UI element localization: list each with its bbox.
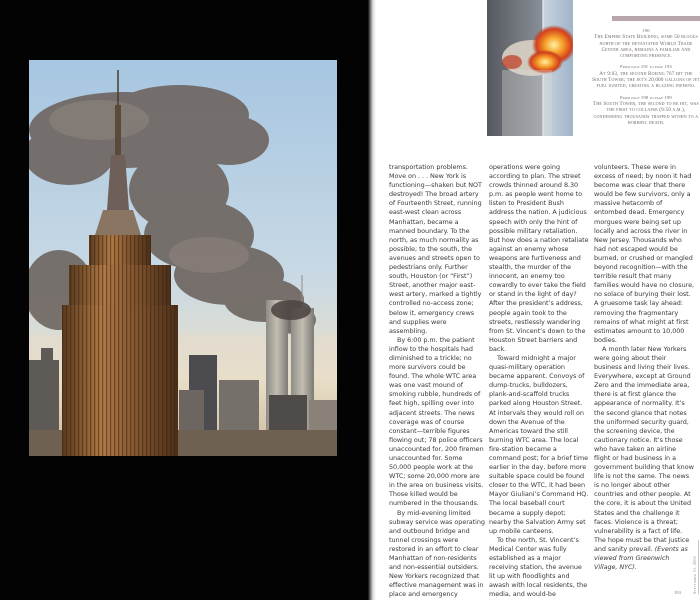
running-footer: September 11, 2001 bbox=[692, 540, 699, 594]
body-column-1 bbox=[389, 163, 485, 600]
caption-page-ref: From page 198 to page 199 bbox=[620, 94, 672, 100]
paragraph bbox=[594, 345, 694, 572]
caption-text: The South Tower, the second to be hit, was the first to collapse (9:50 a.m.), condemning thousands trapped within to a horrific death. bbox=[593, 100, 699, 126]
photo-illustration bbox=[29, 60, 337, 456]
paragraph: Toward midnight a major quasi-military operation became apparent. Convoys of dump-trucks, bulldozers, plank-and-scaffold trucks parked along Houston Street. At intervals they would roll on down the Avenue of the Americas toward the still burning WTC area. The local fire-station became a command post; for a brief time earlier in the day, before more suitable space could be found closer to the WTC, it had been Mayor Giuliani’s Command HQ. The local baseball court became a supply depot; nearby the Salvation Army set up mobile canteens. bbox=[489, 353, 589, 535]
dateline-note: (Events as viewed from Greenwich Village, NYC). bbox=[594, 544, 688, 572]
caption-page-ref: From page 191 to page 193 bbox=[620, 64, 672, 70]
south-tower-fireball-photo bbox=[487, 0, 573, 136]
body-column-2 bbox=[489, 163, 589, 600]
caption-text: At 9:03, the second Boeing 767 hit the South Tower; the jet's 20,000 gallons of jet fuel ignited, creating a blazing inferno. bbox=[592, 70, 700, 90]
page-gutter bbox=[368, 0, 376, 600]
paragraph: volunteers. These were in excess of need; by noon it had become was clear that there would be few survivors, only a massive hetacomb of entombed dead. Emergency morgues were being set up locally and across the river in New Jersey. Thousands who had not escaped would be burned, or crushed or mangled beyond recognition—with the terrible result that many families would have no closure, no solace of burying their lost. A gruesome task lay ahead: removing the fragmentary remains of what might at first estimates amount to 10,000 bodies. bbox=[594, 163, 694, 344]
page-number: 193 bbox=[674, 590, 681, 595]
paragraph-text: A month later New Yorkers were going about their business and living their lives. Everywhere, except at Ground Zero and the immediate area, there is at first glance the appearance of normality. It’s the second glance that notes the uniformed security guard, the screening device, the cautionary notice. It’s those who have taken an airline flight or had business in a government building that know life is not the same. The news is no longer about other countries and other people. At the core, it is about the United States and the challenge it faces. Violence is a threat; vulnerability is a fact of life. The hope must be that justice and sanity prevail. bbox=[594, 344, 694, 553]
paragraph: To the north, St. Vincent’s Medical Center was fully established as a major receiving station, the avenue lit up with floodlights and awash with local residents, the media, and would-be bbox=[489, 535, 588, 599]
caption-page-ref: 190 bbox=[642, 28, 650, 33]
paragraph: By 6:00 p.m. the patient inflow to the hospitals had diminished to a trickle; no more survivors could be found. The whole WTC area was one vast mound of smoking rubble, hundreds of feet high, spilling over into adjacent streets. The news coverage was of course constant—terrible figures flowing out; 78 police officers unaccounted for, 200 firemen unaccounted for. Some 50,000 people work at the WTC; some 20,000 more are in the area on business visits. Those killed would be numbered in the thousands. bbox=[389, 335, 484, 508]
fireball-illustration bbox=[487, 0, 573, 136]
paragraph: operations were going according to plan. The street crowds thinned around 8.30 p.m. as people went home to listen to President Bush address the nation. A judicious speech with only the hint of possible military retaliation. But how does a nation retaliate against an enemy whose weapons are furtiveness and stealth, the murder of the innocent, an enemy too cowardly to ever take the field or stand in the light of day? After the president’s address, people again took to the streets, restlessly wandering from St. Vincent’s down to the Houston Street barriers and back. bbox=[489, 163, 589, 353]
empire-state-wtc-photo bbox=[29, 60, 337, 456]
caption-block bbox=[592, 95, 700, 126]
caption-block bbox=[592, 64, 700, 89]
paragraph: By mid-evening limited subway service was operating and outbound bridge and tunnel crossings were restored in an effort to clear Manhattan of non-residents and non-essential outsiders. New Yorkers recognized that effective management was in place and emergency bbox=[389, 508, 485, 599]
body-column-3 bbox=[594, 163, 694, 572]
caption-rule bbox=[612, 16, 700, 21]
photo-captions bbox=[592, 28, 700, 131]
caption-block bbox=[592, 28, 700, 59]
paragraph: transportation problems. Move on . . . New York is functioning—shaken but NOT destroyed! The broad artery of Fourteenth Street, running east-west clean across Manhattan, became a manned boundary. To the north, as much normality as possible; to the south, the avenues and streets open to pedestrians only. Further south, Houston (or “First”) Street, another major east-west artery, marked a tightly controlled no-access zone; below it, emergency crews and supplies were assembling. bbox=[389, 163, 482, 335]
caption-text: The Empire State Building, some 50 blocks north of the devastated World Trade Center area, remains a familiar and comforting presence. bbox=[594, 34, 698, 60]
